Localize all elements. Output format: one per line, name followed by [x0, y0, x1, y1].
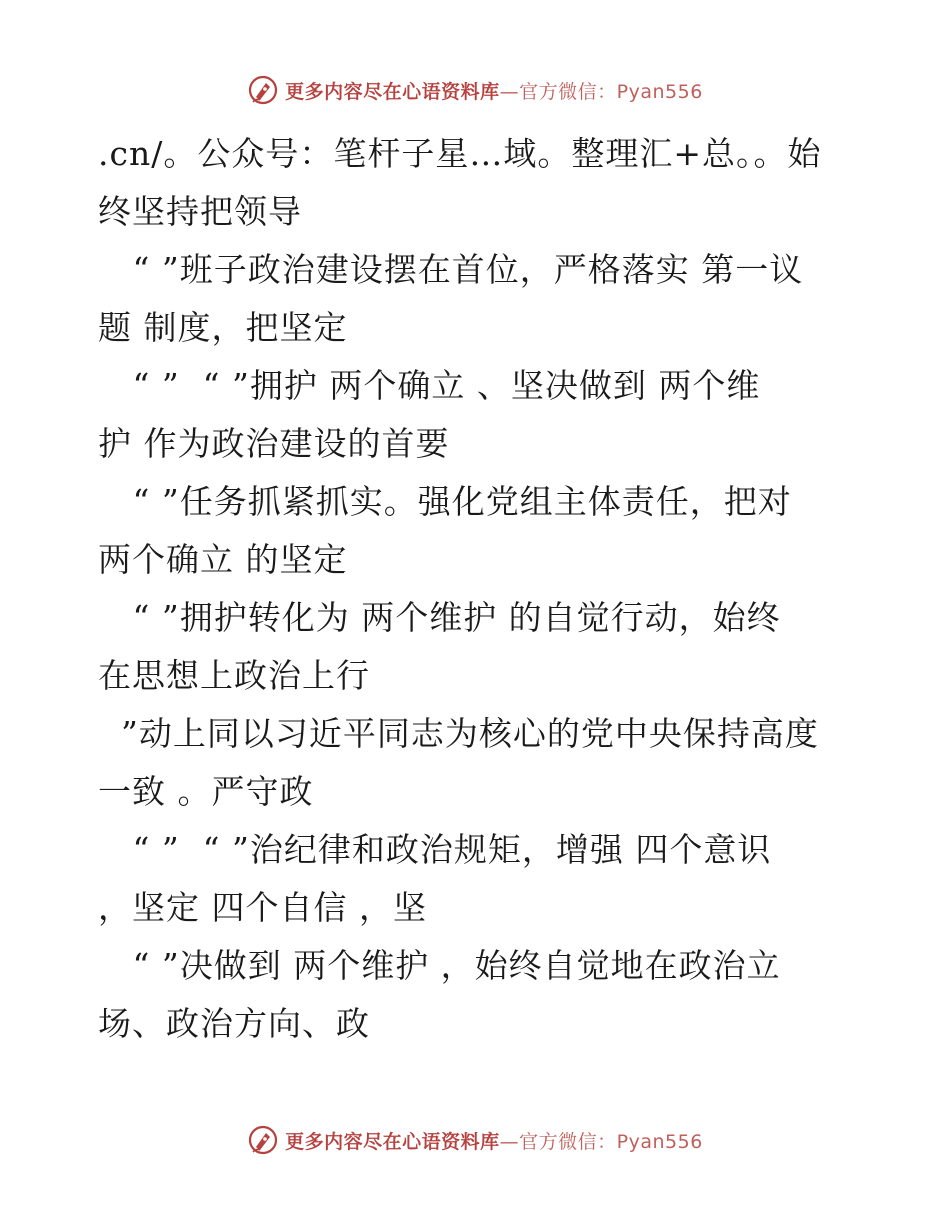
body-line: “ ”决做到 两个维护 ，始终自觉地在政治立	[98, 946, 781, 985]
body-line: 一致 。严守政	[98, 772, 314, 811]
body-line: “ ” “ ”治纪律和政治规矩，增强 四个意识	[98, 830, 772, 869]
body-line: “ ” “ ”拥护 两个确立 、坚决做到 两个维	[98, 366, 761, 405]
body-line: 护 作为政治建设的首要	[98, 424, 450, 463]
header-banner	[0, 70, 950, 110]
body-line: 两个确立 的坚定	[98, 540, 348, 579]
footer-banner	[0, 1120, 950, 1160]
header-banner-inner	[247, 74, 703, 106]
document-body	[98, 125, 858, 1053]
body-line: ，坚定 四个自信 ，坚	[98, 888, 427, 927]
body-line: 题 制度，把坚定	[98, 308, 348, 347]
footer-banner-inner	[247, 1124, 703, 1156]
body-line: 在思想上政治上行	[98, 656, 370, 695]
body-line: ”动上同以习近平同志为核心的党中央保持高度	[98, 714, 819, 753]
header-banner-sub: —官方微信：Pyan556	[499, 80, 703, 103]
footer-banner-text	[285, 1127, 703, 1154]
header-banner-text	[285, 77, 703, 104]
body-line: .cn/。公众号：笔杆子星…域。整理汇+总。。始	[98, 134, 822, 173]
body-line: 终坚持把领导	[98, 192, 302, 231]
pen-nib-logo-icon	[247, 74, 279, 106]
header-banner-main: 更多内容尽在心语资料库	[285, 80, 500, 103]
body-line: “ ”任务抓紧抓实。强化党组主体责任，把对	[98, 482, 792, 521]
footer-banner-main: 更多内容尽在心语资料库	[285, 1130, 500, 1153]
body-line: “ ”拥护转化为 两个维护 的自觉行动，始终	[98, 598, 781, 637]
body-line: “ ”班子政治建设摆在首位，严格落实 第一议	[98, 250, 804, 289]
pen-nib-logo-icon	[247, 1124, 279, 1156]
body-line: 场、政治方向、政	[98, 1004, 370, 1043]
footer-banner-sub: —官方微信：Pyan556	[499, 1130, 703, 1153]
